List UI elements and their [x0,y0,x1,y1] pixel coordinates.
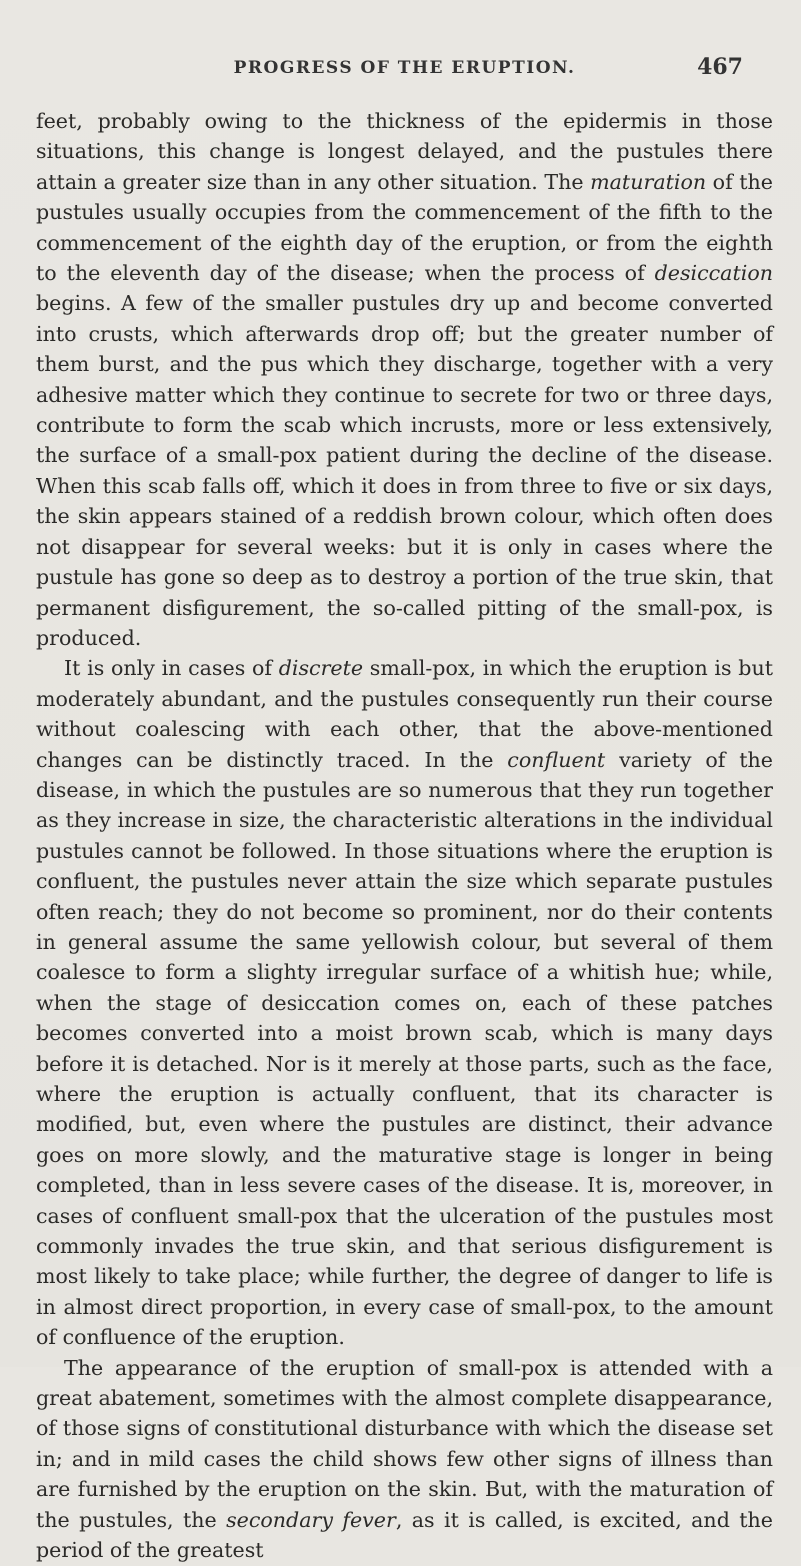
paragraph [36,106,773,653]
running-head [36,50,773,98]
running-title: PROGRESS OF THE ERUPTION. [233,58,576,78]
text-segment: It is only in cases of [64,656,279,681]
page-number: 467 [697,54,743,80]
italic-term: confluent [507,747,606,772]
text-segment: The appearance of the eruption of small-pox is attended with a great abatement, sometimes with the almost complete disappearance, of those signs of constitutional disturbance with which the disease set in; and in mild cases the child shows few other signs of illness than are furnished by the eruption on the skin. But, with the maturation of the pustules, the [36,1355,773,1532]
italic-term: secondary fever [226,1507,396,1532]
paragraph [36,653,773,1352]
italic-term: discrete [278,656,364,681]
text-segment: of the pustules usually occupies from the commencement of the fifth to the commencement of the eighth day of the eruption, or from the eighth to the eleventh day of the disease; when the process of [36,169,773,286]
italic-term: maturation [590,169,707,194]
text-segment: feet, probably owing to the thickness of the epidermis in those situations, this change is longest delayed, and the pustules there attain a greater size than in any other situation. The [36,109,773,194]
paragraph [36,1353,773,1566]
text-segment: , as it is called, is excited, and the period of the greatest [36,1507,773,1563]
text-segment: variety of the disease, in which the pustules are so numerous that they run together as they increase in size, the characteristic alterations in the individual pustules cannot be followed. In those situations where the eruption is confluent, the pustules never attain the size which separate pustules often reach; they do not become so prominent, nor do their contents in general assume the same yellowish colour, but several of them coalesce to form a slighty irregular surface of a whitish hue; while, when the stage of desiccation comes on, each of these patches becomes converted into a moist brown scab, which is many days before it is detached. Nor is it merely at those parts, such as the face, where the eruption is actually confluent, that its character is modified, but, even where the pustules are distinct, their advance goes on more slowly, and the maturative stage is longer in being completed, than in less severe cases of the disease. It is, moreover, in cases of confluent small-pox that the ulceration of the pustules most commonly invades the true skin, and that serious disfigurement is most likely to take place; while further, the degree of danger to life is in almost direct proportion, in every case of small-pox, to the amount of confluence of the eruption. [36,747,773,1350]
italic-term: desiccation [654,261,773,286]
text-segment: begins. A few of the smaller pustules dry up and become converted into crusts, which afterwards drop off; but the greater number of them burst, and the pus which they discharge, together with a very adhesive matter which they continue to secrete for two or three days, contribute to form the scab which incrusts, more or less extensively, the surface of a small-pox patient during the decline of the disease. When this scab falls off, which it does in from three to five or six days, the skin appears stained of a reddish brown colour, which often does not disappear for several weeks: but it is only in cases where the pustule has gone so deep as to destroy a portion of the true skin, that permanent disfigurement, the so-called pitting of the small-pox, is produced. [36,291,773,650]
body-text [36,106,773,1566]
text-segment: small-pox, in which the eruption is but moderately abundant, and the pustules consequently run their course without coalescing with each other, that the above-mentioned changes can be distinctly traced. In the [36,656,773,772]
